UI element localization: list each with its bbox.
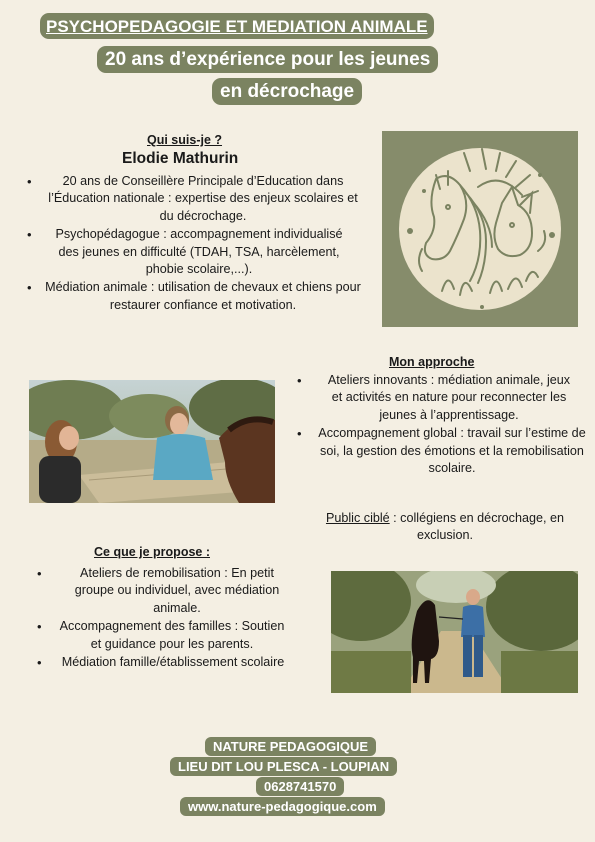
- list-item: • Accompagnement des familles : Soutien et guidance pour les parents.: [40, 618, 300, 653]
- target-text: : collégiens en décrochage, en exclusion.: [389, 511, 565, 543]
- about-list: [30, 173, 368, 315]
- page-subtitle-line1: 20 ans d’expérience pour les jeunes: [97, 46, 438, 73]
- photo-workshop-with-horse: [29, 380, 275, 503]
- page-title: PSYCHOPEDAGOGIE ET MEDIATION ANIMALE: [40, 13, 434, 39]
- footer-address: LIEU DIT LOU PLESCA - LOUPIAN: [170, 757, 397, 776]
- about-heading: Qui suis-je ?: [147, 133, 223, 147]
- footer-org: NATURE PEDAGOGIQUE: [205, 737, 376, 756]
- list-item: • Médiation famille/établissement scolaire: [40, 654, 300, 671]
- horse-dog-logo-icon: [382, 131, 578, 327]
- page-subtitle-line2: en décrochage: [212, 78, 362, 105]
- list-item: • Accompagnement global : travail sur l’estime de soi, la gestion des émotions et la remobilisation scolaire.: [300, 425, 590, 477]
- approach-heading: Mon approche: [389, 355, 475, 369]
- list-item: • Psychopédagogue : accompagnement individualisé des jeunes en difficulté (TDAH, TSA, harcèlement, phobie scolaire,...).: [30, 226, 368, 278]
- footer-website-link[interactable]: www.nature-pedagogique.com: [180, 797, 385, 816]
- author-name: Elodie Mathurin: [122, 150, 239, 167]
- target-audience: [300, 510, 590, 545]
- footer-phone: 0628741570: [256, 777, 344, 796]
- logo: [382, 131, 578, 327]
- target-label: Public ciblé: [325, 511, 390, 525]
- list-item: • Ateliers de remobilisation : En petit groupe ou individuel, avec médiation animale.: [40, 565, 300, 617]
- offer-list: [40, 565, 300, 672]
- photo-walk-with-horse: [331, 571, 578, 693]
- list-item: • Ateliers innovants : médiation animale, jeux et activités en nature pour reconnecter les jeunes à l’apprentissage.: [300, 372, 590, 424]
- offer-heading: Ce que je propose :: [94, 545, 210, 559]
- list-item: • 20 ans de Conseillère Principale d’Education dans l’Éducation nationale : expertise des enjeux scolaires et du décrochage.: [30, 173, 368, 225]
- list-item: • Médiation animale : utilisation de chevaux et chiens pour restaurer confiance et motivation.: [30, 279, 368, 314]
- approach-list: [300, 372, 590, 478]
